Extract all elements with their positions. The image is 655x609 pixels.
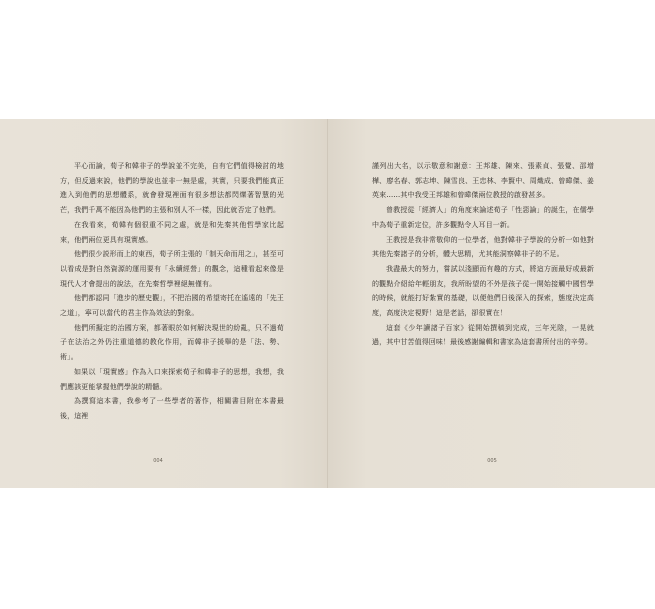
book-spread xyxy=(0,119,655,488)
paragraph: 王教授是我非常敬仰的一位學者，他對韓非子學說的分析一如他對其他先秦諸子的分析，體大思精，尤其能洞察韓非子的不足。 xyxy=(372,235,594,259)
right-page xyxy=(328,119,655,488)
paragraph: 謹列出大名，以示敬意和謝意：王邦雄、陳來、張素貞、張覺、邵增樺、廖名春、郭志坤、陳雪良、王忠林、李賢中、周熾成、曾暐傑、姜英來……其中我受王邦雄和曾暐傑兩位教授的啟發甚多。 xyxy=(372,162,594,200)
paragraph: 這套《少年讀諸子百家》從開始撰稿到完成，三年光陰，一晃就過，其中甘苦值得回味！最後感謝編輯和書家為這套書所付出的辛勞。 xyxy=(372,323,594,347)
paragraph: 在我看來，荀韓有個很重不同之處，就是和先秦其他哲學家比起來，他們兩位更具有現實感。 xyxy=(60,220,284,244)
paragraph: 他們所擬定的治國方案，都著眼於如何解決現世的紛亂，只不過荀子在法治之外仍注重道德的教化作用，而韓非子援舉的是「法、勢、術」。 xyxy=(60,323,284,362)
paragraph: 我盡最大的努力，嘗試以淺顯而有趣的方式，將這方面最好或最新的觀點介紹給年輕朋友，我所盼望的不外是孩子從一開始接觸中國哲學的時候，就能打好紮實的基礎，以便他們日後深入的探索，態度決定高度，高度決定視野！這是老話，卻很實在！ xyxy=(372,264,594,318)
paragraph: 平心而論，荀子和韓非子的學說並不完美，自有它們值得檢討的地方，但反過來說，他們的學說也並非一無是處，其實，只要我們能真正進入到他們的思想體系，就會發現裡面有很多想法都閃爍著智慧的光芒，我們千萬不能因為他們的主張和別人不一樣，因此就否定了他們。 xyxy=(60,162,284,215)
paragraph: 為撰寫這本書，我參考了一些學者的著作，相關書目附在本書最後，這裡 xyxy=(60,397,284,420)
paragraph: 他們很少説形而上的東西，荀子所主張的「制天命而用之」，甚至可以看成是對自然資源的運用要有「永續經營」的觀念，這種看起來像是現代人才會提出的說法，在先秦哲學裡絕無僅有。 xyxy=(60,250,284,288)
left-page xyxy=(0,119,327,488)
paragraph: 曾教授從「經濟人」的角度來論述荀子「性惡論」的誕生，在儒學中為荀子重新定位，許多觀點令人耳目一新。 xyxy=(372,206,594,229)
page-number-right: 005 xyxy=(487,458,497,464)
paragraph: 他們都認同「進步的歷史觀」，不把治國的希望寄托在遙遠的「先王之道」，寧可以當代的君主作為效法的對象。 xyxy=(60,294,284,318)
right-page-text xyxy=(372,159,594,350)
left-page-text xyxy=(60,159,284,424)
page-number-left: 004 xyxy=(153,458,163,464)
paragraph: 如果以「現實感」作為入口來探索荀子和韓非子的思想，我想，我們應該更能掌握他們學說的精髓。 xyxy=(60,367,284,391)
